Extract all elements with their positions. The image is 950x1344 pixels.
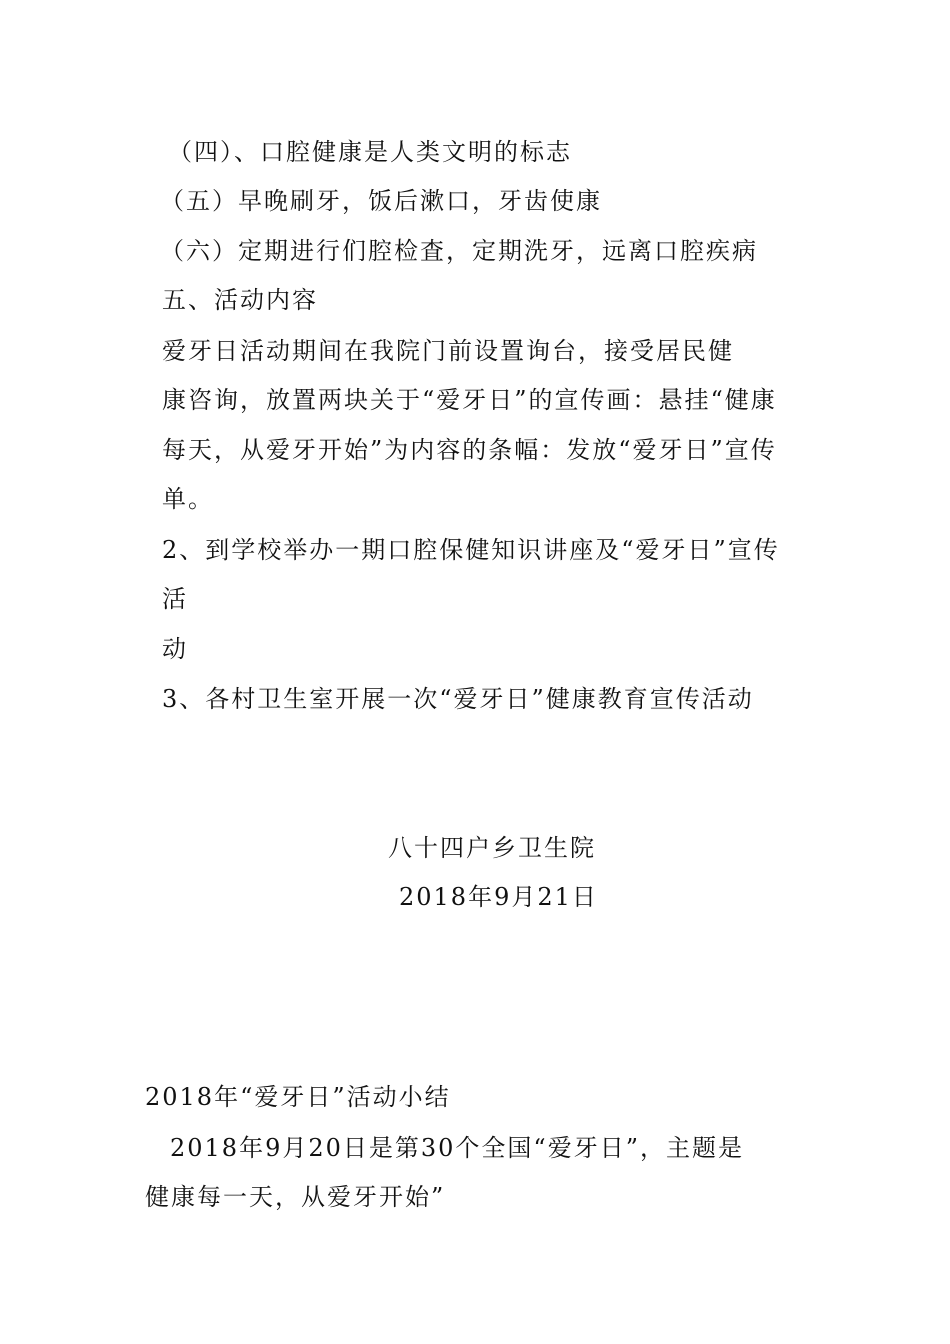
paragraph-line: 每天，从爱牙开始”为内容的条幅：发放“爱牙日”宣传 — [162, 436, 777, 464]
item-two: 2、到学校举办一期口腔保健知识讲座及“爱牙日”宣传 — [162, 536, 780, 564]
section-heading-activity: 五、活动内容 — [162, 286, 318, 314]
item-three: 3、各村卫生室开展一次“爱牙日”健康教育宣传活动 — [162, 685, 754, 713]
item-two-continued: 活 — [162, 585, 188, 613]
summary-line: 2018年9月20日是第30个全国“爱牙日”，主题是 — [170, 1134, 744, 1162]
item-two-continued: 动 — [162, 635, 188, 663]
item-six: （六）定期进行们腔检査，定期洗牙，远离口腔疾病 — [160, 237, 758, 265]
signature-org: 八十四户乡卫生院 — [388, 834, 596, 862]
paragraph-line: 单。 — [162, 485, 214, 513]
signature-date: 2018年9月21日 — [399, 883, 598, 911]
summary-title: 2018年“爱牙日”活动小结 — [145, 1083, 451, 1111]
paragraph-line: 康咨询，放置两块关于“爱牙日”的宣传画：悬挂“健康 — [162, 386, 777, 414]
paragraph-line: 爱牙日活动期间在我院门前设置询台，接受居民健 — [162, 337, 734, 365]
item-five: （五）早晚刷牙，饭后漱口，牙齿使康 — [160, 187, 602, 215]
item-four: （四）、口腔健康是人类文明的标志 — [168, 138, 572, 166]
summary-line: 健康每一天，从爱牙开始” — [145, 1183, 446, 1211]
